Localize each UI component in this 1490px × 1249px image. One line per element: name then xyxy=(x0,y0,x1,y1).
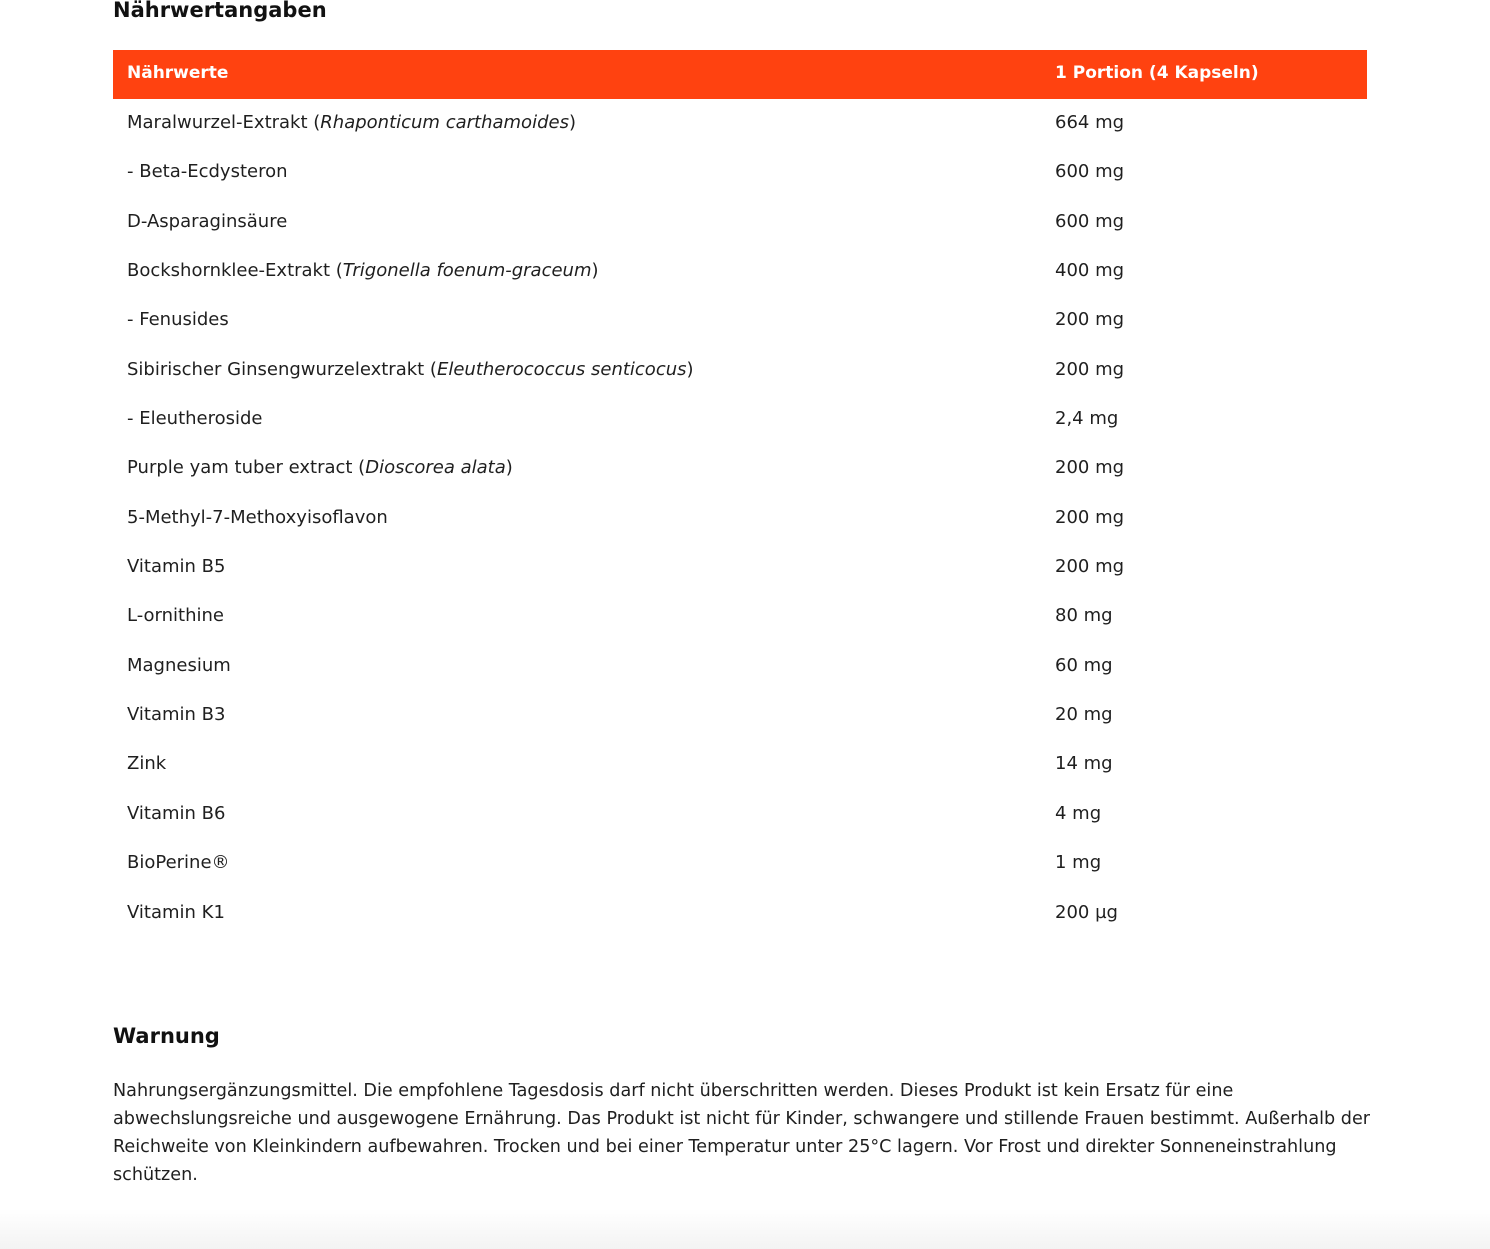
nutrient-amount: 200 µg xyxy=(1055,901,1118,923)
nutrient-name xyxy=(127,655,231,676)
nutrient-name xyxy=(127,359,694,380)
nutrient-name xyxy=(127,803,225,824)
nutrient-amount: 200 mg xyxy=(1055,457,1125,479)
nutrient-label-close: ) xyxy=(591,260,599,282)
nutrient-name xyxy=(127,211,287,232)
nutrient-label: - Eleutheroside xyxy=(127,408,263,430)
nutrient-name xyxy=(127,605,224,626)
nutrient-amount: 200 mg xyxy=(1055,506,1125,528)
nutrient-amount: 664 mg xyxy=(1055,112,1125,133)
nutrient-amount: 2,4 mg xyxy=(1055,408,1119,430)
nutrient-name xyxy=(127,753,166,774)
nutrient-amount: 1 mg xyxy=(1055,852,1102,874)
table-row xyxy=(113,444,1367,493)
nutrient-label: - Beta-Ecdysteron xyxy=(127,161,288,183)
nutrient-latin-name: Trigonella foenum-graceum xyxy=(342,260,592,282)
nutrient-label: 5-Methyl-7-Methoxyisoflavon xyxy=(127,506,388,528)
table-row xyxy=(113,494,1367,543)
nutrient-latin-name: Eleutherococcus senticocus xyxy=(436,358,687,380)
nutrient-amount: 4 mg xyxy=(1055,802,1102,824)
table-row xyxy=(113,198,1367,247)
nutrient-amount: 200 mg xyxy=(1055,358,1125,380)
table-row xyxy=(113,889,1367,938)
nutrient-amount: 200 mg xyxy=(1055,556,1125,578)
nutrient-label: Sibirischer Ginsengwurzelextrakt ( xyxy=(127,358,437,380)
table-row xyxy=(113,296,1367,345)
nutrient-label-close: ) xyxy=(686,358,694,380)
nutrient-name xyxy=(127,556,225,577)
nutrient-amount: 200 mg xyxy=(1055,309,1125,331)
nutrient-amount: 14 mg xyxy=(1055,753,1113,775)
table-body xyxy=(113,99,1367,938)
nutrient-label: Zink xyxy=(127,753,167,775)
nutrient-amount: 80 mg xyxy=(1055,605,1113,627)
nutrient-name xyxy=(127,408,263,429)
nutrient-label: Purple yam tuber extract ( xyxy=(127,457,366,479)
nutrient-latin-name: Dioscorea alata xyxy=(365,457,506,479)
nutrient-name xyxy=(127,507,388,528)
table-row xyxy=(113,592,1367,641)
nutrient-label: D-Asparaginsäure xyxy=(127,210,288,232)
warning-text: Nahrungsergänzungsmittel. Die empfohlene Tagesdosis darf nicht überschritten werden. Dieses Produkt ist kein Ersatz für eine abwechslungsreiche und ausgewogene Ernährung. Das Produkt ist nicht für Kinder, schwangere und stillende Frauen bestimmt. Außerhalb der Reichweite von Kleinkindern aufbewahren. Trocken und bei einer Temperatur unter 25°C lagern. Vor Frost und direkter Sonneneinstrahlung schützen. xyxy=(113,1081,1371,1185)
nutrient-label: L-ornithine xyxy=(127,605,224,627)
table-row xyxy=(113,543,1367,592)
table-row xyxy=(113,691,1367,740)
table-row xyxy=(113,395,1367,444)
nutrient-name xyxy=(127,704,225,725)
bottom-fade xyxy=(0,1209,1490,1249)
nutrient-label-close: ) xyxy=(568,112,576,133)
nutrient-name xyxy=(127,457,513,478)
nutrient-latin-name: Rhaponticum carthamoides xyxy=(320,112,569,133)
warning-title: Warnung xyxy=(113,1024,220,1048)
nutrient-label: Vitamin B3 xyxy=(127,704,226,726)
table-row xyxy=(113,247,1367,296)
nutrient-label: Magnesium xyxy=(127,654,231,676)
table-row xyxy=(113,346,1367,395)
nutrition-table xyxy=(113,50,1367,938)
nutrient-label: Vitamin B5 xyxy=(127,556,226,578)
header-portion: 1 Portion (4 Kapseln) xyxy=(1055,63,1259,83)
nutrient-name xyxy=(127,902,225,923)
table-row xyxy=(113,99,1367,148)
nutrient-label: BioPerine® xyxy=(127,852,230,874)
nutrient-name xyxy=(127,852,230,873)
table-row xyxy=(113,148,1367,197)
nutrient-amount: 60 mg xyxy=(1055,654,1113,676)
nutrient-name xyxy=(127,260,599,281)
nutrient-label: - Fenusides xyxy=(127,309,229,331)
nutrient-amount: 600 mg xyxy=(1055,210,1125,232)
table-row xyxy=(113,740,1367,789)
nutrient-amount: 600 mg xyxy=(1055,161,1125,183)
table-row xyxy=(113,790,1367,839)
table-row xyxy=(113,642,1367,691)
nutrient-label: Vitamin B6 xyxy=(127,802,226,824)
table-header xyxy=(113,50,1367,99)
nutrient-name xyxy=(127,309,229,330)
nutrient-label: Maralwurzel-Extrakt ( xyxy=(127,112,321,133)
nutrient-label: Bockshornklee-Extrakt ( xyxy=(127,260,343,282)
nutrient-name xyxy=(127,161,288,182)
nutrient-label: Vitamin K1 xyxy=(127,901,225,923)
table-row xyxy=(113,839,1367,888)
nutrition-title: Nährwertangaben xyxy=(113,0,327,22)
nutrient-amount: 20 mg xyxy=(1055,704,1113,726)
nutrient-label-close: ) xyxy=(505,457,513,479)
nutrient-name xyxy=(127,112,576,133)
nutrient-amount: 400 mg xyxy=(1055,260,1125,282)
header-nutrient: Nährwerte xyxy=(127,63,229,83)
